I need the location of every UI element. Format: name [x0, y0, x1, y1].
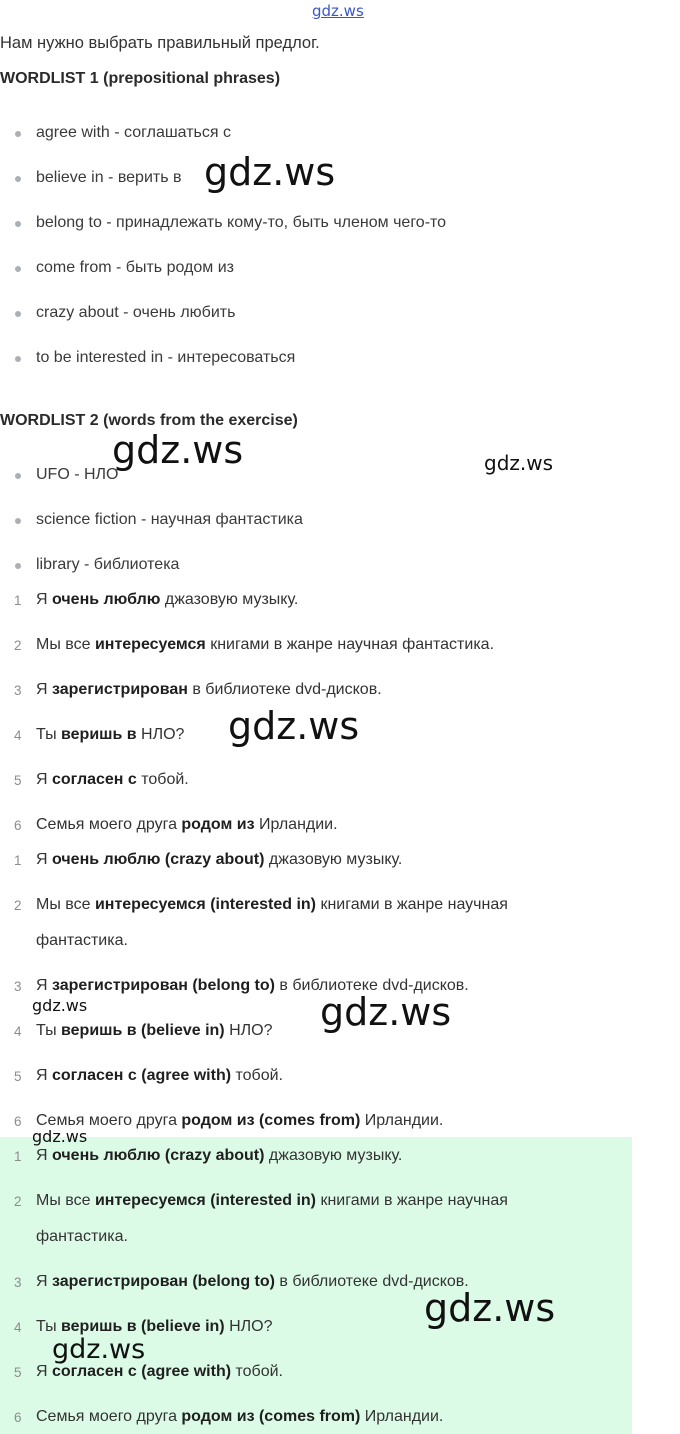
answer-sentence-continuation: фантастика. — [36, 1228, 128, 1245]
answer-sentence-continuation: фантастика. — [36, 932, 128, 949]
task-number: 2 — [14, 638, 22, 653]
watermark: gdz.ws — [320, 990, 452, 1034]
task-sentence: Семья моего друга родом из Ирландии. — [36, 816, 338, 833]
answer-number: 2 — [14, 898, 22, 913]
answer-number: 4 — [14, 1320, 22, 1335]
answer-number: 3 — [14, 1275, 22, 1290]
bullet-icon — [15, 131, 21, 137]
answer-sentence: Семья моего друга родом из (comes from) Ирландии. — [36, 1408, 444, 1425]
wordlist-1-item: come from - быть родом из — [36, 259, 234, 276]
wordlist-1-item: to be interested in - интересоваться — [36, 349, 296, 366]
answer-sentence: Ты веришь в (believe in) НЛО? — [36, 1318, 273, 1335]
watermark: gdz.ws — [484, 451, 554, 475]
wordlist-1-item: crazy about - очень любить — [36, 304, 236, 321]
answer-sentence: Ты веришь в (believe in) НЛО? — [36, 1022, 273, 1039]
task-sentence: Я очень люблю джазовую музыку. — [36, 591, 299, 608]
wordlist-1-item: agree with - соглашаться с — [36, 124, 231, 141]
wordlist-1-item: believe in - верить в — [36, 169, 182, 186]
task-sentence: Мы все интересуемся книгами в жанре научная фантастика. — [36, 636, 495, 653]
intro-text: Нам нужно выбрать правильный предлог. — [0, 34, 320, 52]
bullet-icon — [15, 266, 21, 272]
answer-number: 5 — [14, 1069, 22, 1084]
wordlist-2-title: WORDLIST 2 (words from the exercise) — [0, 412, 298, 429]
bullet-icon — [15, 518, 21, 524]
answer-sentence: Мы все интересуемся (interested in) книгами в жанре научная — [36, 896, 508, 913]
watermark: gdz.ws — [32, 996, 88, 1015]
answer-sentence: Я очень люблю (crazy about) джазовую музыку. — [36, 1147, 403, 1164]
answer-number: 1 — [14, 1149, 22, 1164]
answer-sentence: Семья моего друга родом из (comes from) Ирландии. — [36, 1112, 444, 1129]
wordlist-2-item: UFO - НЛО — [36, 466, 119, 483]
answer-number: 4 — [14, 1024, 22, 1039]
task-number: 4 — [14, 728, 22, 743]
wordlist-1-title: WORDLIST 1 (prepositional phrases) — [0, 70, 281, 87]
task-number: 5 — [14, 773, 22, 788]
answer-sentence: Я согласен с (agree with) тобой. — [36, 1067, 283, 1084]
answer-sentence: Мы все интересуемся (interested in) книгами в жанре научная — [36, 1192, 508, 1209]
answer-number: 3 — [14, 979, 22, 994]
watermark: gdz.ws — [112, 428, 244, 472]
watermark: gdz.ws — [204, 150, 336, 194]
bullet-icon — [15, 221, 21, 227]
answer-sentence: Я зарегистрирован (belong to) в библиотеке dvd-дисков. — [36, 1273, 469, 1290]
answer-number: 5 — [14, 1365, 22, 1380]
task-number: 3 — [14, 683, 22, 698]
bullet-icon — [15, 311, 21, 317]
bullet-icon — [15, 176, 21, 182]
answer-sentence: Я зарегистрирован (belong to) в библиотеке dvd-дисков. — [36, 977, 469, 994]
answer-number: 6 — [14, 1114, 22, 1129]
answer-sentence: Я согласен с (agree with) тобой. — [36, 1363, 283, 1380]
wordlist-2-item: library - библиотека — [36, 556, 180, 573]
task-sentence: Ты веришь в НЛО? — [36, 726, 185, 743]
task-number: 6 — [14, 818, 22, 833]
task-number: 1 — [14, 593, 22, 608]
answer-sentence: Я очень люблю (crazy about) джазовую музыку. — [36, 851, 403, 868]
answer-number: 6 — [14, 1410, 22, 1425]
task-sentence: Я согласен с тобой. — [36, 771, 189, 788]
wordlist-1-item: belong to - принадлежать кому-то, быть членом чего-то — [36, 214, 447, 231]
watermark: gdz.ws — [52, 1334, 146, 1365]
answer-number: 1 — [14, 853, 22, 868]
site-link[interactable]: gdz.ws — [312, 2, 364, 20]
bullet-icon — [15, 356, 21, 362]
watermark: gdz.ws — [228, 704, 360, 748]
watermark: gdz.ws — [32, 1127, 88, 1146]
answer-number: 2 — [14, 1194, 22, 1209]
task-sentence: Я зарегистрирован в библиотеке dvd-дисков. — [36, 681, 382, 698]
wordlist-2-item: science fiction - научная фантастика — [36, 511, 303, 528]
watermark: gdz.ws — [424, 1286, 556, 1330]
bullet-icon — [15, 473, 21, 479]
bullet-icon — [15, 563, 21, 569]
